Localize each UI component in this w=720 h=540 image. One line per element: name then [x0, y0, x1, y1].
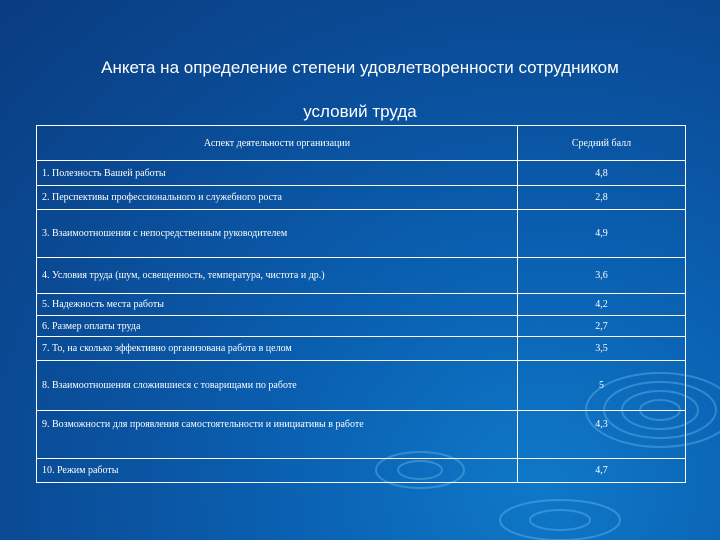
aspect-cell: 4. Условия труда (шум, освещенность, температура, чистота и др.): [37, 258, 518, 294]
table-header-row: [37, 126, 686, 161]
column-header-aspect: Аспект деятельности организации: [37, 126, 518, 161]
page-title-continued: условий труда: [303, 102, 417, 121]
score-cell: 2,7: [518, 316, 686, 337]
score-cell: 2,8: [518, 186, 686, 210]
survey-table: [36, 125, 686, 483]
score-cell: 3,6: [518, 258, 686, 294]
score-cell: 4,7: [518, 459, 686, 483]
page-title: Анкета на определение степени удовлетворенности сотрудником: [101, 58, 619, 77]
table-row: [37, 258, 686, 294]
aspect-cell: 9. Возможности для проявления самостоятельности и инициативы в работе: [37, 411, 518, 459]
table-row: [37, 294, 686, 316]
aspect-cell: 6. Размер оплаты труда: [37, 316, 518, 337]
table-row: [37, 411, 686, 459]
score-cell: 4,2: [518, 294, 686, 316]
table-row: [37, 337, 686, 361]
aspect-cell: 7. То, на сколько эффективно организована работа в целом: [37, 337, 518, 361]
score-cell: 4,9: [518, 210, 686, 258]
aspect-cell: 3. Взаимоотношения с непосредственным руководителем: [37, 210, 518, 258]
aspect-cell: 2. Перспективы профессионального и служебного роста: [37, 186, 518, 210]
aspect-cell: 1. Полезность Вашей работы: [37, 161, 518, 186]
aspect-cell: 10. Режим работы: [37, 459, 518, 483]
score-cell: 3,5: [518, 337, 686, 361]
table-row: [37, 361, 686, 411]
aspect-cell: 5. Надежность места работы: [37, 294, 518, 316]
score-cell: 4,8: [518, 161, 686, 186]
score-cell: 4,3: [518, 411, 686, 459]
table-row: [37, 186, 686, 210]
table-row: [37, 459, 686, 483]
table-row: [37, 316, 686, 337]
aspect-cell: 8. Взаимоотношения сложившиеся с товарищами по работе: [37, 361, 518, 411]
score-cell: 5: [518, 361, 686, 411]
table-row: [37, 210, 686, 258]
column-header-score: Средний балл: [518, 126, 686, 161]
table-row: [37, 161, 686, 186]
